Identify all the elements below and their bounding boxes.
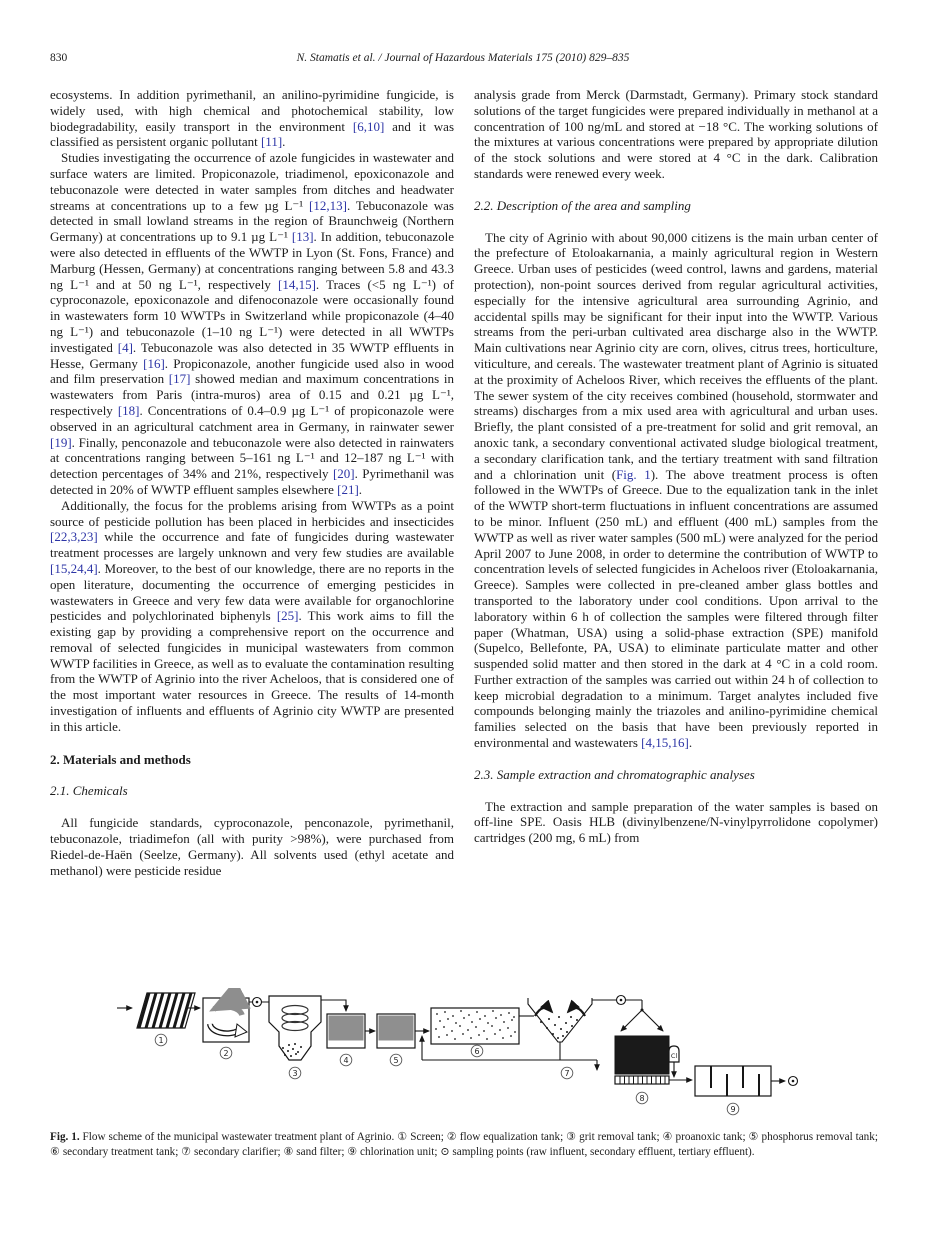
paragraph-occurrence-studies: Studies investigating the occurrence of azole fungicides in wastewater and surface waters are limited. Propiconazole, triadimenol, epoxiconazole and tebuconazole were detected in water samples from ditches and headwater streams at concentrations up to a few µg L⁻¹ [12,13]. Tebuconazole was detected in small lowland streams in the region of Braunchweig (Northern Germany) at concentrations up to 9.1 µg L⁻¹ [13]. In addition, tebuconazole were also detected in effluents of the WWTP in Lyon (St. Fons, France) and Marburg (Hessen, Germany) at concentrations ranging between 5.8 and 43.3 ng L⁻¹ and at 50 ng L⁻¹, respectively [14,15]. Traces (<5 ng L⁻¹) of cyproconazole, epoxiconazole and difenoconazole were occasionally found in wastewaters form 10 WWTPs in Switzerland while propiconazole (4–40 ng L⁻¹) and tebuconazole (1–10 ng L⁻¹) were detected in all WWTPs investigated [4]. Tebuconazole was also detected in 35 WWTP effluents in Hesse, Germany [16]. Propiconazole, another fungicide used also in wood and film preservation [17] showed median and maximum concentrations in wastewaters from Paris (intra-muros) area of 0.15 and 0.21 µg L⁻¹, respectively [18]. Concentrations of 0.4–0.9 µg L⁻¹ of propiconazole were observed in an agricultural catchment area in Germany, in rainwater sewer [19]. Finally, penconazole and tebuconazole were also detected in rainwaters at concentrations ranging between 5–161 ng L⁻¹ and 12–187 ng L⁻¹ with detection percentages of 34% and 21%, respectively [20]. Pyrimethanil was detected in 20% of WWTP effluent samples elsewhere [21]. [50, 150, 455, 497]
label-3: 3 [292, 1069, 298, 1078]
subsection-heading-area-sampling: 2.2. Description of the area and sampling [474, 197, 691, 213]
label-4: 4 [343, 1056, 349, 1065]
label-2: 2 [223, 1049, 229, 1058]
citation-link[interactable]: [13] [291, 229, 314, 245]
citation-link[interactable]: [11] [260, 134, 283, 150]
figure1 [115, 988, 815, 1133]
paragraph-chemicals-continuation: analysis grade from Merck (Darmstadt, Germany). Primary stock standard solutions of the target fungicides were prepared individually in methanol at a concentration of 100 ng/mL and stored at −18 °C. The working solutions of the mixtures at various concentrations were prepared by appropriate dilution of the stock solutions and were stored at 4 °C in the dark. Calibration standards were renewed every week. [474, 87, 878, 181]
citation-link[interactable]: Fig. 1 [616, 466, 651, 482]
label-9: 9 [730, 1105, 736, 1114]
citation-link[interactable]: [16] [143, 355, 165, 371]
figure1-diagram [115, 988, 815, 1133]
citation-link[interactable]: [14,15] [278, 276, 316, 292]
citation-link[interactable]: [6,10] [352, 118, 385, 134]
section-heading-materials-methods: 2. Materials and methods [50, 751, 191, 767]
left-column [50, 87, 454, 878]
figure1-caption: Fig. 1. Flow scheme of the municipal wastewater treatment plant of Agrinio. ① Screen; ② flow equalization tank; ③ grit removal tank; ④ proanoxic tank; ⑤ phosphorus removal tank; ⑥ secondary treatment tank; ⑦ secondary clarifier; ⑧ sand filter; ⑨ chlorination unit; ⊙ sampling points (raw influent, secondary effluent, tertiary effluent). [50, 1131, 878, 1158]
citation-link[interactable]: [18] [117, 402, 140, 418]
label-5: 5 [393, 1056, 399, 1065]
chlorine-label: Cl [670, 1052, 678, 1060]
sampling-point-raw-influent [253, 998, 262, 1007]
running-title: N. Stamatis et al. / Journal of Hazardous Materials 175 (2010) 829–835 [296, 52, 630, 64]
subsection-heading-chemicals: 2.1. Chemicals [50, 783, 128, 799]
sampling-point-secondary-effluent [617, 996, 626, 1005]
paragraph-area-description: The city of Agrinio with about 90,000 citizens is the main urban center of the prefecture of Etoloakarnania, a mainly agricultural region in Western Greece. Urban uses of pesticides (weed control, lawns and gardens, material protection), non-point sources derived from regular agricultural activities, especially for the intensive agricultural area surrounding Agrinio, and accidental spills may be significant for their input into the WWTP. Various streams from the peri-urban cultivated area discharge also in the WWTP. Main cultivations near Agrinio city are corn, olives, citrus trees, horticulture, viticulture, and cereals. The wastewater treatment plant of Agrinio is situated at the proximity of Acheloos River, which receives the effluents of the plant. The sewer system of the city receives combined (household, stormwater and streams) discharges from a mix used area with agricultural and urban uses. Briefly, the plant consisted of a pre-treatment for solid and grit removal, an anoxic tank, a secondary conventional activated sludge biological treatment, a secondary clarification tank, and the tertiary treatment with sand filtration and a chlorination unit (Fig. 1). The above treatment process is often followed in the WWTPs of Greece. Due to the equalization tank in the inlet of the WWTP short-term fluctuations in influent concentrations are assumed to be minor. Influent (250 mL) and effluent (400 mL) samples from the WWTP as well as river water samples (500 mL) were analyzed for the period April 2007 to June 2008, in order to determine the contribution of WWTP to concentration levels of selected fungicides in Acheloos river (Etoloakarnania, Greece). Samples were collected in pre-cleaned amber glass bottles and transported to the laboratory under cool conditions. Upon arrival to the laboratory within 6 h of collection the samples were filtered through filter paper (Whatman, USA) using a solid-phase extraction (SPE) manifold (Supelco, Bellefonte, PA, USA) to eliminate particulate matter and other suspended solid matter and then stored in the dark at 4 °C in a cold room. Further extraction of the samples was carried out within 24 h of collection to keep microbial degradation to a minimum. Target analytes included five compounds belonging mainly the triazoles and anilino-pyrimidine chemical families selected on the basis that have been previously reported in environmental and wastewaters [4,15,16]. [474, 229, 878, 751]
proanoxic-tank [327, 1014, 365, 1066]
citation-link[interactable]: [17] [168, 371, 191, 387]
grit-removal-tank [269, 996, 321, 1079]
paragraph-extraction: The extraction and sample preparation of the water samples is based on off-line SPE. Oasis HLB (divinylbenzene/N-vinylpyrrolidone copolymer) cartridges (200 mg, 6 mL) from [474, 798, 878, 846]
subsection-heading-extraction: 2.3. Sample extraction and chromatographic analyses [474, 766, 755, 782]
page-number: 830 [50, 52, 68, 64]
paragraph-scope-of-work: Additionally, the focus for the problems arising from WWTPs as a point source of pesticide pollution has been placed in herbicides and insecticides [22,3,23] while the occurrence and fate of fungicides during wastewater treatment processes are largely unknown and very few studies are available [15,24,4]. Moreover, to the best of our knowledge, there are no reports in the open literature, documenting the occurrence of emerging pesticides in wastewaters in Greece and very few data were available for organochlorine pesticides and polychlorinated biphenyls [25]. This work aims to fill the existing gap by providing a comprehensive report on the occurrence and removal of selected fungicides in municipal wastewaters from common WWTP facilities in Greece, as well as to evaluate the contamination resulting from the WWTP of Agrinio into the river Acheloos, that is considered one of the most important water resources in Greece. The results of 14-month investigation of influents and effluents of Agrinio city WWTP are presented in this article. [50, 497, 454, 734]
sand-filter [615, 1036, 669, 1104]
citation-link[interactable]: [15,24,4] [50, 560, 98, 576]
citation-link[interactable]: [12,13] [309, 197, 347, 213]
chlorine-dosing-bottle [669, 1046, 679, 1077]
phosphorus-removal-tank [377, 1014, 415, 1066]
citation-link[interactable]: [4] [117, 339, 133, 355]
page-header [0, 52, 926, 68]
citation-link[interactable]: [21] [337, 481, 359, 497]
citation-link[interactable]: [19] [50, 434, 72, 450]
right-column [474, 87, 878, 846]
sampling-point-tertiary-effluent [789, 1077, 798, 1086]
paragraph-chemicals: All fungicide standards, cyproconazole, penconazole, pyrimethanil, tebuconazole, triadimefon (all with purity >98%), were purchased from Riedel-de-Haën (Seelze, Germany). All solvents used (ethyl acetate and methanol) were pesticide residue [50, 815, 454, 878]
label-8: 8 [639, 1094, 645, 1103]
label-1: 1 [158, 1036, 164, 1045]
citation-link[interactable]: [20] [332, 466, 355, 482]
paragraph-intro-continuation: ecosystems. In addition pyrimethanil, an anilino-pyrimidine fungicide, is widely used, with high chemical and photochemical stability, low biodegradability, easily transport in the environment [6,10] and it was classified as persistent organic pollutant [11]. [50, 87, 454, 150]
citation-link[interactable]: [22,3,23] [50, 529, 98, 545]
label-7: 7 [564, 1069, 570, 1078]
citation-link[interactable]: [25] [276, 608, 299, 624]
secondary-treatment-tank [431, 1008, 519, 1057]
screen-unit [137, 993, 195, 1046]
chlorination-unit [695, 1066, 771, 1115]
label-6: 6 [474, 1047, 480, 1056]
equalization-tank [203, 998, 249, 1059]
secondary-clarifier [519, 998, 592, 1079]
citation-link[interactable]: [4,15,16] [641, 735, 689, 751]
